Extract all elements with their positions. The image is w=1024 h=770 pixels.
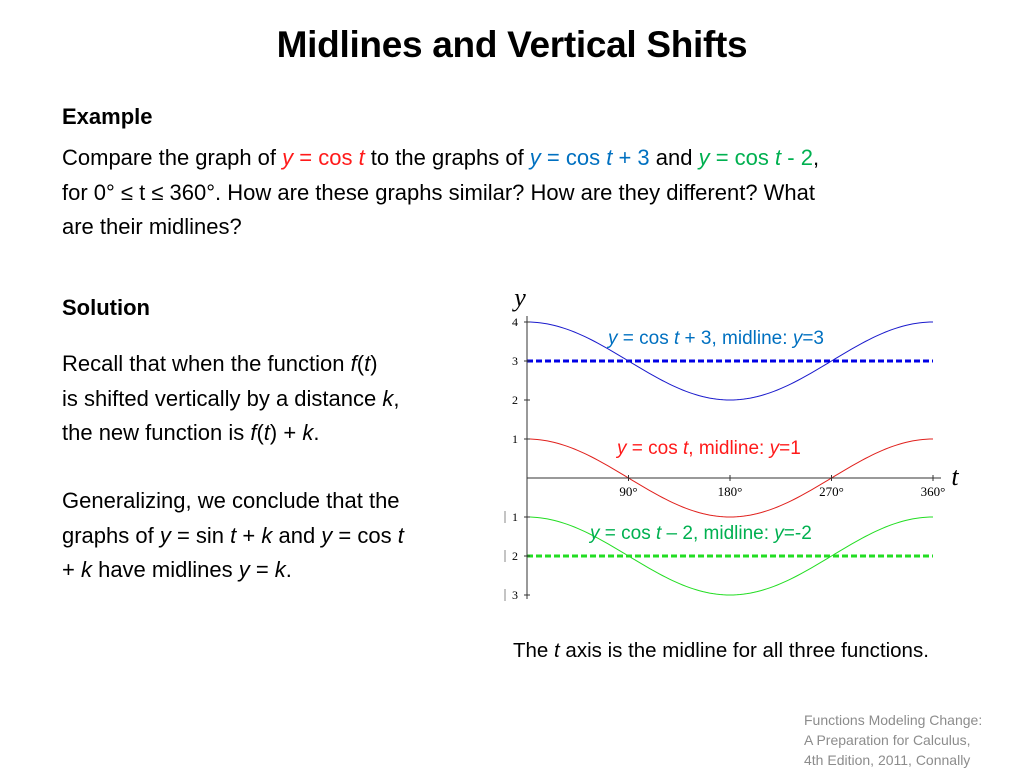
y-tick-label: 2 xyxy=(512,393,518,407)
formula-cos: y = cos t xyxy=(282,145,365,170)
y-tick-label: 3 xyxy=(512,588,518,602)
y-tick-label: 1 xyxy=(512,432,518,446)
example-line-2: for 0° ≤ t ≤ 360°. How are these graphs similar? How are they different? What xyxy=(62,179,816,205)
example-line-3: are their midlines? xyxy=(62,214,242,239)
x-tick-label: 180° xyxy=(717,484,743,499)
source-citation: Functions Modeling Change: A Preparation for Calculus, 4th Edition, 2011, Connally xyxy=(804,712,983,768)
graph-caption: The t axis is the midline for all three functions. xyxy=(513,639,929,662)
y-tick-label: 4 xyxy=(512,315,518,329)
example-heading: Example xyxy=(62,104,153,129)
example-line-1: Compare the graph of y = cos t to the graphs of y = cos t + 3 and y = cos t - 2, xyxy=(62,145,820,170)
x-tick-label: 270° xyxy=(819,484,844,499)
solution-generalizing: Generalizing, we conclude that the graphs of y = sin t + k and y = cos t + k have midlines y = k. xyxy=(62,488,404,582)
cosine-shift-chart xyxy=(500,280,980,620)
example-text xyxy=(62,141,982,245)
y-tick-label: 2 xyxy=(512,549,518,563)
slide-title: Midlines and Vertical Shifts xyxy=(276,24,748,65)
x-axis-label: t xyxy=(951,462,959,491)
series-label: y = cos t + 3, midline: y=3 xyxy=(608,328,824,349)
x-tick-label: 360° xyxy=(920,484,946,499)
series-label: y = cos t, midline: y=1 xyxy=(617,438,801,459)
y-tick-label: 1 xyxy=(512,510,518,524)
series-label: y = cos t – 2, midline: y=-2 xyxy=(590,523,812,544)
formula-cos-minus-2: y = cos t - 2 xyxy=(698,145,813,170)
y-axis-label: y xyxy=(514,283,526,312)
solution-heading: Solution xyxy=(62,295,150,320)
solution-recall: Recall that when the function f(t) is shifted vertically by a distance k, the new function is f(t) + k. xyxy=(62,351,400,445)
x-tick-label: 90° xyxy=(619,484,638,499)
formula-cos-plus-3: y = cos t + 3 xyxy=(529,145,650,170)
y-tick-label: 3 xyxy=(512,354,518,368)
